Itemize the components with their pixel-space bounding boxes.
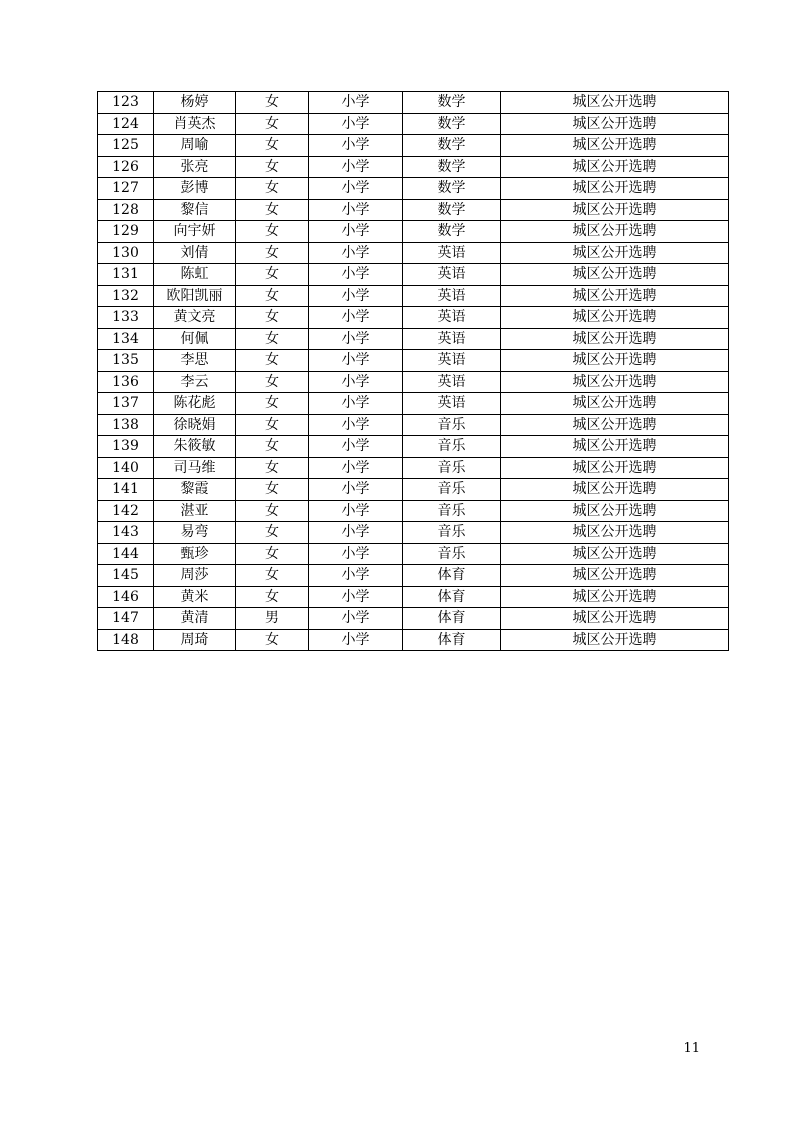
cell-name: 李云 — [154, 371, 236, 393]
table-row — [98, 479, 729, 501]
cell-number: 147 — [98, 608, 154, 630]
cell-number: 138 — [98, 414, 154, 436]
cell-level: 小学 — [309, 629, 403, 651]
cell-gender: 女 — [236, 586, 309, 608]
cell-category: 城区公开选聘 — [501, 350, 729, 372]
page-number: 11 — [683, 1041, 700, 1056]
cell-category: 城区公开选聘 — [501, 221, 729, 243]
cell-name: 杨婷 — [154, 92, 236, 114]
cell-name: 周琦 — [154, 629, 236, 651]
cell-gender: 女 — [236, 221, 309, 243]
table-row — [98, 307, 729, 329]
table-row — [98, 457, 729, 479]
cell-number: 130 — [98, 242, 154, 264]
cell-number: 133 — [98, 307, 154, 329]
cell-level: 小学 — [309, 113, 403, 135]
cell-level: 小学 — [309, 285, 403, 307]
cell-number: 140 — [98, 457, 154, 479]
roster-table-body — [98, 92, 729, 651]
cell-category: 城区公开选聘 — [501, 178, 729, 200]
roster-table — [97, 91, 729, 651]
cell-category: 城区公开选聘 — [501, 629, 729, 651]
cell-category: 城区公开选聘 — [501, 242, 729, 264]
cell-gender: 女 — [236, 479, 309, 501]
cell-name: 陈花彪 — [154, 393, 236, 415]
cell-level: 小学 — [309, 393, 403, 415]
cell-subject: 音乐 — [403, 500, 501, 522]
cell-subject: 体育 — [403, 586, 501, 608]
cell-number: 144 — [98, 543, 154, 565]
table-row — [98, 285, 729, 307]
cell-level: 小学 — [309, 242, 403, 264]
table-row — [98, 178, 729, 200]
cell-category: 城区公开选聘 — [501, 92, 729, 114]
cell-number: 131 — [98, 264, 154, 286]
table-row — [98, 328, 729, 350]
cell-level: 小学 — [309, 307, 403, 329]
cell-category: 城区公开选聘 — [501, 522, 729, 544]
cell-level: 小学 — [309, 479, 403, 501]
cell-subject: 数学 — [403, 92, 501, 114]
cell-gender: 女 — [236, 264, 309, 286]
cell-category: 城区公开选聘 — [501, 328, 729, 350]
cell-category: 城区公开选聘 — [501, 285, 729, 307]
cell-name: 彭博 — [154, 178, 236, 200]
cell-number: 127 — [98, 178, 154, 200]
cell-name: 朱筱敏 — [154, 436, 236, 458]
cell-gender: 女 — [236, 436, 309, 458]
cell-gender: 女 — [236, 135, 309, 157]
cell-level: 小学 — [309, 156, 403, 178]
cell-level: 小学 — [309, 565, 403, 587]
cell-gender: 女 — [236, 285, 309, 307]
table-row — [98, 92, 729, 114]
cell-gender: 女 — [236, 500, 309, 522]
cell-category: 城区公开选聘 — [501, 586, 729, 608]
cell-level: 小学 — [309, 543, 403, 565]
cell-gender: 女 — [236, 457, 309, 479]
cell-category: 城区公开选聘 — [501, 264, 729, 286]
cell-gender: 男 — [236, 608, 309, 630]
cell-category: 城区公开选聘 — [501, 479, 729, 501]
cell-gender: 女 — [236, 242, 309, 264]
cell-number: 132 — [98, 285, 154, 307]
cell-subject: 数学 — [403, 135, 501, 157]
cell-subject: 音乐 — [403, 457, 501, 479]
cell-gender: 女 — [236, 522, 309, 544]
cell-category: 城区公开选聘 — [501, 199, 729, 221]
cell-number: 142 — [98, 500, 154, 522]
cell-category: 城区公开选聘 — [501, 414, 729, 436]
cell-subject: 英语 — [403, 393, 501, 415]
cell-category: 城区公开选聘 — [501, 500, 729, 522]
table-row — [98, 543, 729, 565]
table-row — [98, 242, 729, 264]
cell-name: 黎信 — [154, 199, 236, 221]
table-row — [98, 199, 729, 221]
cell-name: 周喻 — [154, 135, 236, 157]
cell-gender: 女 — [236, 199, 309, 221]
table-row — [98, 629, 729, 651]
cell-level: 小学 — [309, 522, 403, 544]
cell-subject: 音乐 — [403, 522, 501, 544]
cell-number: 135 — [98, 350, 154, 372]
cell-gender: 女 — [236, 414, 309, 436]
cell-gender: 女 — [236, 113, 309, 135]
cell-name: 徐晓娟 — [154, 414, 236, 436]
cell-subject: 音乐 — [403, 543, 501, 565]
cell-category: 城区公开选聘 — [501, 565, 729, 587]
cell-gender: 女 — [236, 307, 309, 329]
cell-number: 148 — [98, 629, 154, 651]
cell-number: 145 — [98, 565, 154, 587]
cell-name: 欧阳凯丽 — [154, 285, 236, 307]
cell-subject: 体育 — [403, 608, 501, 630]
table-row — [98, 586, 729, 608]
cell-name: 黄文亮 — [154, 307, 236, 329]
cell-level: 小学 — [309, 500, 403, 522]
table-row — [98, 522, 729, 544]
cell-subject: 英语 — [403, 307, 501, 329]
cell-level: 小学 — [309, 264, 403, 286]
table-row — [98, 264, 729, 286]
cell-name: 司马维 — [154, 457, 236, 479]
cell-subject: 英语 — [403, 350, 501, 372]
cell-name: 陈虹 — [154, 264, 236, 286]
cell-name: 甄珍 — [154, 543, 236, 565]
cell-name: 周莎 — [154, 565, 236, 587]
cell-level: 小学 — [309, 92, 403, 114]
cell-gender: 女 — [236, 543, 309, 565]
cell-category: 城区公开选聘 — [501, 608, 729, 630]
cell-number: 125 — [98, 135, 154, 157]
cell-gender: 女 — [236, 178, 309, 200]
cell-name: 黄米 — [154, 586, 236, 608]
cell-gender: 女 — [236, 393, 309, 415]
cell-gender: 女 — [236, 371, 309, 393]
cell-level: 小学 — [309, 608, 403, 630]
cell-category: 城区公开选聘 — [501, 371, 729, 393]
cell-subject: 体育 — [403, 629, 501, 651]
cell-category: 城区公开选聘 — [501, 393, 729, 415]
cell-level: 小学 — [309, 436, 403, 458]
cell-subject: 数学 — [403, 178, 501, 200]
cell-subject: 音乐 — [403, 479, 501, 501]
cell-name: 黄清 — [154, 608, 236, 630]
cell-category: 城区公开选聘 — [501, 113, 729, 135]
cell-level: 小学 — [309, 199, 403, 221]
cell-number: 128 — [98, 199, 154, 221]
cell-gender: 女 — [236, 156, 309, 178]
cell-name: 肖英杰 — [154, 113, 236, 135]
cell-subject: 英语 — [403, 242, 501, 264]
cell-level: 小学 — [309, 178, 403, 200]
table-row — [98, 500, 729, 522]
cell-number: 139 — [98, 436, 154, 458]
cell-name: 刘倩 — [154, 242, 236, 264]
table-row — [98, 608, 729, 630]
table-row — [98, 350, 729, 372]
cell-name: 黎霞 — [154, 479, 236, 501]
table-row — [98, 371, 729, 393]
cell-subject: 音乐 — [403, 414, 501, 436]
cell-gender: 女 — [236, 328, 309, 350]
cell-number: 126 — [98, 156, 154, 178]
cell-category: 城区公开选聘 — [501, 543, 729, 565]
table-row — [98, 156, 729, 178]
cell-name: 易弯 — [154, 522, 236, 544]
cell-gender: 女 — [236, 350, 309, 372]
cell-name: 何佩 — [154, 328, 236, 350]
cell-number: 136 — [98, 371, 154, 393]
cell-level: 小学 — [309, 586, 403, 608]
cell-category: 城区公开选聘 — [501, 457, 729, 479]
table-row — [98, 565, 729, 587]
table-row — [98, 414, 729, 436]
table-row — [98, 221, 729, 243]
cell-category: 城区公开选聘 — [501, 156, 729, 178]
cell-level: 小学 — [309, 414, 403, 436]
cell-category: 城区公开选聘 — [501, 135, 729, 157]
cell-number: 134 — [98, 328, 154, 350]
cell-level: 小学 — [309, 221, 403, 243]
cell-subject: 数学 — [403, 113, 501, 135]
cell-name: 李思 — [154, 350, 236, 372]
table-row — [98, 113, 729, 135]
cell-gender: 女 — [236, 565, 309, 587]
cell-subject: 音乐 — [403, 436, 501, 458]
cell-subject: 英语 — [403, 371, 501, 393]
table-row — [98, 436, 729, 458]
cell-name: 湛亚 — [154, 500, 236, 522]
cell-number: 143 — [98, 522, 154, 544]
cell-level: 小学 — [309, 135, 403, 157]
cell-subject: 数学 — [403, 199, 501, 221]
cell-subject: 英语 — [403, 264, 501, 286]
cell-name: 张亮 — [154, 156, 236, 178]
cell-subject: 数学 — [403, 156, 501, 178]
cell-number: 141 — [98, 479, 154, 501]
cell-category: 城区公开选聘 — [501, 436, 729, 458]
cell-number: 124 — [98, 113, 154, 135]
cell-category: 城区公开选聘 — [501, 307, 729, 329]
cell-level: 小学 — [309, 350, 403, 372]
cell-level: 小学 — [309, 457, 403, 479]
table-row — [98, 393, 729, 415]
cell-name: 向宇妍 — [154, 221, 236, 243]
cell-number: 129 — [98, 221, 154, 243]
cell-gender: 女 — [236, 92, 309, 114]
cell-number: 146 — [98, 586, 154, 608]
cell-subject: 英语 — [403, 285, 501, 307]
cell-number: 137 — [98, 393, 154, 415]
cell-level: 小学 — [309, 328, 403, 350]
cell-subject: 数学 — [403, 221, 501, 243]
cell-gender: 女 — [236, 629, 309, 651]
cell-subject: 体育 — [403, 565, 501, 587]
cell-level: 小学 — [309, 371, 403, 393]
table-row — [98, 135, 729, 157]
cell-subject: 英语 — [403, 328, 501, 350]
cell-number: 123 — [98, 92, 154, 114]
